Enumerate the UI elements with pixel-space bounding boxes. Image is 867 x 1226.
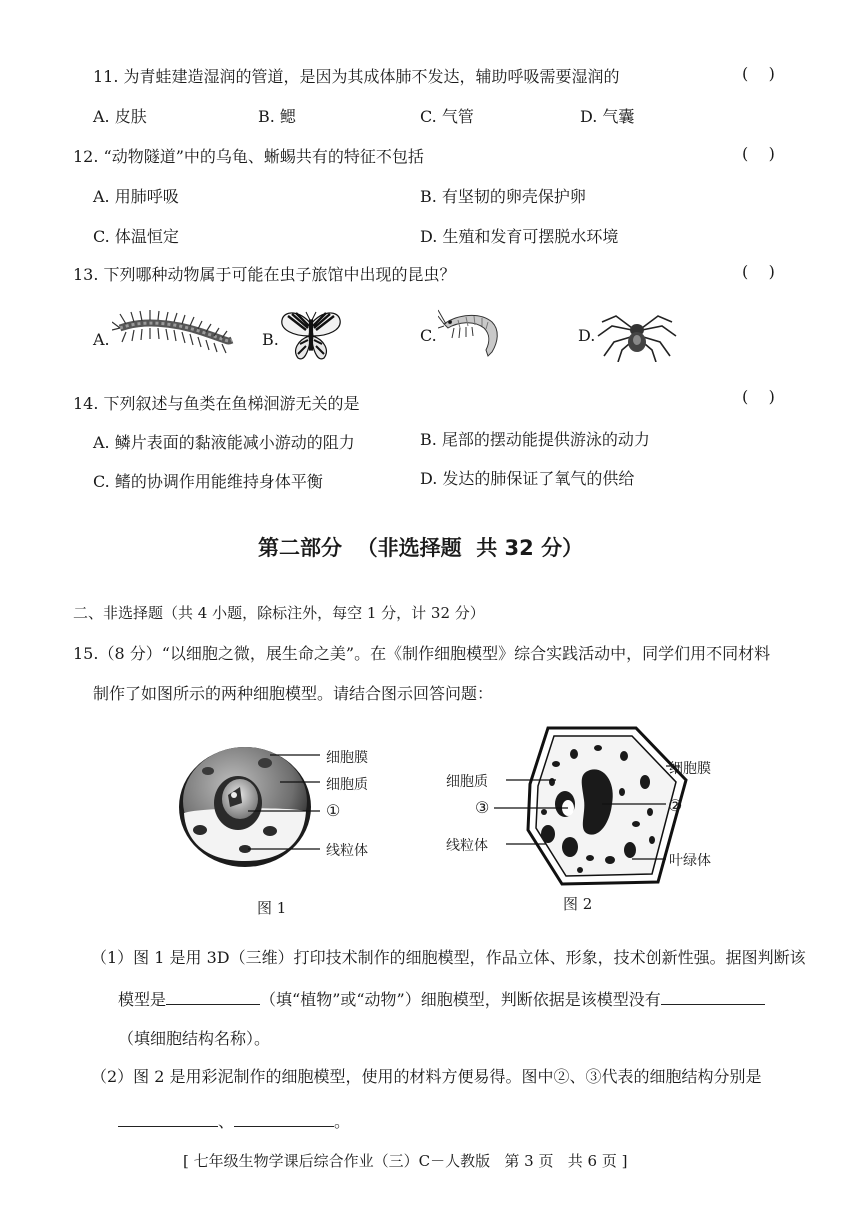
q15-sub1-line-1: （1）图 1 是用 3D（三维）打印技术制作的细胞模型，作品立体、形象，技术创新性强。据图判断该 [91, 948, 806, 967]
answer-blank-cell-type[interactable] [166, 986, 260, 1005]
q14-option-b: B. 尾部的摆动能提供游泳的动力 [420, 430, 650, 449]
q15-sub2-end: 。 [334, 1112, 351, 1131]
q14-option-d: D. 发达的肺保证了氧气的供给 [420, 469, 635, 488]
q15-sub1-text-b: （填“植物”或“动物”）细胞模型，判断依据是该模型没有 [260, 990, 661, 1009]
q14-option-a: A. 鳞片表面的黏液能减小游动的阻力 [93, 433, 355, 452]
question-13-text: 13. 下列哪种动物属于可能在虫子旅馆中出现的昆虫？ [73, 265, 456, 284]
part-2-title: 第二部分 （非选择题 共 32 分） [258, 536, 584, 560]
q13-option-d: D. [578, 326, 596, 345]
fig1-caption: 图 1 [257, 899, 287, 917]
fig2-label-2: ② [668, 796, 683, 815]
answer-paren-13: ( ) [742, 262, 775, 281]
answer-blank-structure-2[interactable] [118, 1108, 218, 1127]
q12-option-c: C. 体温恒定 [93, 227, 179, 246]
fig1-label-1: ① [326, 801, 341, 820]
fig2-caption: 图 2 [563, 895, 593, 913]
page-footer: [ 七年级生物学课后综合作业（三）C－人教版 第 3 页 共 6 页 ] [183, 1152, 628, 1170]
fig2-label-mitochondria: 线粒体 [446, 838, 488, 854]
q12-option-b: B. 有坚韧的卵壳保护卵 [420, 187, 586, 206]
fig2-label-chloroplast: 叶绿体 [669, 853, 711, 869]
q14-option-c: C. 鳍的协调作用能维持身体平衡 [93, 472, 323, 491]
fig2-label-cytoplasm: 细胞质 [446, 774, 488, 790]
answer-paren-14: ( ) [742, 387, 775, 406]
spider-icon [596, 306, 678, 362]
question-12-text: 12. “动物隧道”中的乌龟、蜥蜴共有的特征不包括 [73, 147, 424, 166]
q12-option-a: A. 用肺呼吸 [93, 187, 179, 206]
butterfly-icon [280, 310, 342, 362]
q15-sub2-separator: 、 [218, 1112, 235, 1131]
centipede-icon [112, 310, 237, 355]
fig2-label-3: ③ [475, 798, 490, 817]
q13-option-a: A. [93, 330, 110, 349]
part-2-heading: 二、非选择题（共 4 小题，除标注外，每空 1 分，计 32 分） [73, 604, 485, 622]
q15-sub1-text-a: 模型是 [118, 990, 167, 1009]
q12-option-d: D. 生殖和发育可摆脱水环境 [420, 227, 619, 246]
answer-paren-12: ( ) [742, 144, 775, 163]
q11-option-d: D. 气囊 [580, 107, 635, 126]
q11-option-b: B. 鳃 [258, 107, 296, 126]
fig2-label-cell-membrane: 细胞膜 [669, 761, 711, 777]
fig1-label-mitochondria: 线粒体 [326, 843, 368, 859]
question-15-line-1: 15.（8 分）“以细胞之微，展生命之美”。在《制作细胞模型》综合实践活动中，同学们用不同材料 [73, 644, 771, 663]
answer-paren-11: ( ) [742, 64, 775, 83]
answer-blank-structure-3[interactable] [234, 1108, 334, 1127]
q15-sub1-line-3: （填细胞结构名称）。 [118, 1029, 271, 1048]
q15-sub2-line-2 [118, 1108, 350, 1132]
fig1-label-cell-membrane: 细胞膜 [326, 750, 368, 766]
q15-sub1-line-2 [118, 986, 765, 1010]
answer-blank-missing-structure[interactable] [661, 986, 765, 1005]
q11-option-a: A. 皮肤 [93, 107, 147, 126]
question-11-text: 11. 为青蛙建造湿润的管道，是因为其成体肺不发达，辅助呼吸需要湿润的 [93, 67, 620, 86]
question-14-text: 14. 下列叙述与鱼类在鱼梯洄游无关的是 [73, 394, 360, 413]
q11-option-c: C. 气管 [420, 107, 474, 126]
q13-option-b: B. [262, 330, 279, 349]
q15-sub2-line-1: （2）图 2 是用彩泥制作的细胞模型，使用的材料方便易得。图中②、③代表的细胞结构分别是 [91, 1067, 762, 1086]
shrimp-icon [438, 306, 506, 362]
q13-option-c: C. [420, 326, 437, 345]
question-15-line-2: 制作了如图所示的两种细胞模型。请结合图示回答问题： [93, 684, 494, 703]
fig1-label-cytoplasm: 细胞质 [326, 777, 368, 793]
